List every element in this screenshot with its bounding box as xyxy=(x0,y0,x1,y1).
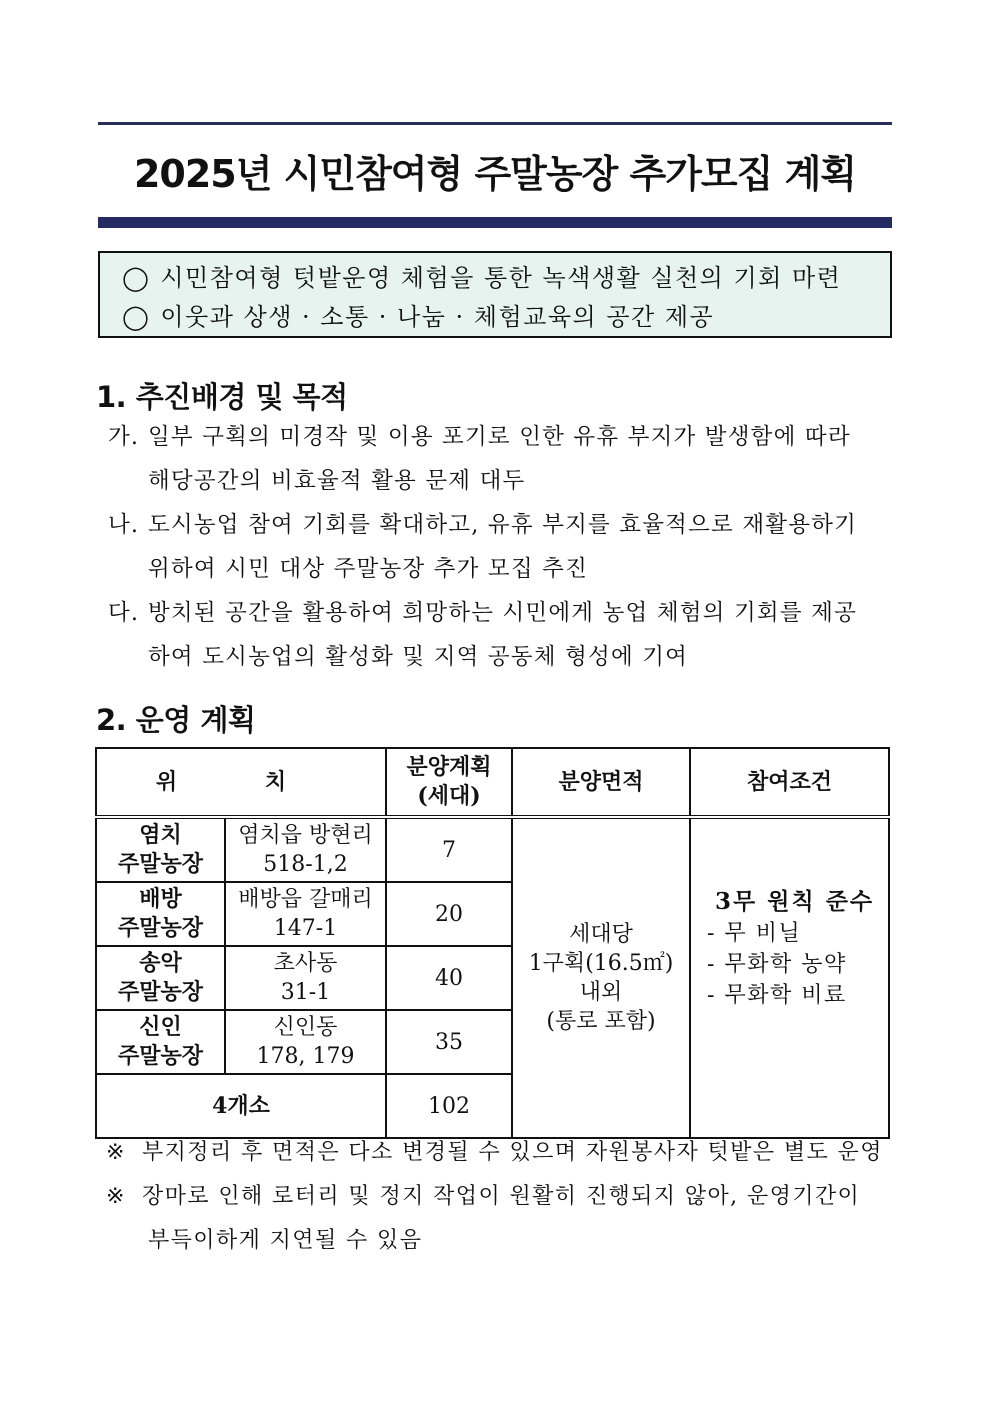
area-cell xyxy=(512,817,690,1138)
purpose-box xyxy=(98,251,892,338)
farm-name: 주말농장 xyxy=(117,1043,203,1069)
farm-name: 주말농장 xyxy=(117,915,203,941)
list-item xyxy=(108,591,898,635)
condition-item: - 무 비닐 xyxy=(707,921,802,946)
purpose-line-1 xyxy=(122,258,841,293)
farm-name: 송악 xyxy=(139,950,182,976)
address-cell xyxy=(225,946,386,1010)
header-text: 분양계획 xyxy=(406,754,492,780)
operation-plan-table xyxy=(95,747,890,1139)
farm-name: 주말농장 xyxy=(117,851,203,877)
header-condition: 참여조건 xyxy=(690,748,889,817)
farm-name: 배방 xyxy=(139,886,182,912)
condition-item: - 무화학 농약 xyxy=(707,952,847,977)
households-cell: 20 xyxy=(386,882,512,946)
address: 초사동 xyxy=(273,951,338,976)
area-text: (통로 포함) xyxy=(546,1009,656,1034)
area-text: 1구획(16.5㎡) xyxy=(528,951,674,976)
list-item-continuation: 해당공간의 비효율적 활용 문제 대두 xyxy=(148,468,526,494)
address: 178, 179 xyxy=(256,1044,355,1069)
note-text: 장마로 인해 로터리 및 정지 작업이 원활히 진행되지 않아, 운영기간이 xyxy=(142,1184,861,1209)
farm-name-cell xyxy=(96,882,225,946)
header-area: 분양면적 xyxy=(512,748,690,817)
address: 518-1,2 xyxy=(263,852,348,877)
area-text: 내외 xyxy=(579,980,623,1005)
address-cell xyxy=(225,817,386,882)
farm-name: 염치 xyxy=(139,822,182,848)
address: 배방읍 갈매리 xyxy=(238,887,373,912)
table-row xyxy=(96,817,889,882)
reference-mark-icon: ※ xyxy=(106,1184,126,1209)
farm-name-cell xyxy=(96,946,225,1010)
item-text: 도시농업 참여 기회를 확대하고, 유휴 부지를 효율적으로 재활용하기 xyxy=(148,512,857,538)
farm-name: 신인 xyxy=(139,1014,182,1040)
item-text: 일부 구획의 미경작 및 이용 포기로 인한 유휴 부지가 발생함에 따라 xyxy=(148,424,851,450)
section2-heading: 2. 운영 계획 xyxy=(96,703,256,737)
circle-bullet-icon: ◯ xyxy=(122,303,151,331)
list-item-continuation: 위하여 시민 대상 주말농장 추가 모집 추진 xyxy=(148,556,589,582)
total-label: 4개소 xyxy=(96,1074,386,1138)
list-item xyxy=(108,415,898,459)
address: 염치읍 방현리 xyxy=(238,823,373,848)
address-cell xyxy=(225,1010,386,1074)
purpose-text: 시민참여형 텃밭운영 체험을 통한 녹색생활 실천의 기회 마련 xyxy=(160,264,842,292)
reference-mark-icon: ※ xyxy=(106,1140,126,1165)
area-text: 세대당 xyxy=(569,922,633,947)
farm-name-cell xyxy=(96,1010,225,1074)
farm-name-cell xyxy=(96,817,225,882)
condition-item: - 무화학 비료 xyxy=(707,983,847,1008)
list-item xyxy=(108,503,898,547)
address: 147-1 xyxy=(273,916,338,941)
item-text: 방치된 공간을 활용하여 희망하는 시민에게 농업 체험의 기회를 제공 xyxy=(148,600,857,626)
address: 신인동 xyxy=(273,1015,338,1040)
circle-bullet-icon: ◯ xyxy=(122,264,151,292)
notes xyxy=(106,1131,906,1263)
header-location: 위 치 xyxy=(96,748,386,817)
households-cell: 7 xyxy=(386,817,512,882)
item-marker: 나. xyxy=(108,512,140,538)
address: 31-1 xyxy=(280,980,331,1005)
item-marker: 다. xyxy=(108,600,140,626)
item-marker: 가. xyxy=(108,424,140,450)
total-value: 102 xyxy=(386,1074,512,1138)
households-cell: 35 xyxy=(386,1010,512,1074)
table-header-row xyxy=(96,748,889,817)
purpose-line-2 xyxy=(122,297,714,332)
households-cell: 40 xyxy=(386,946,512,1010)
header-households xyxy=(386,748,512,817)
note-item xyxy=(106,1131,906,1175)
header-text: (세대) xyxy=(417,783,481,809)
note-text: 부지정리 후 면적은 다소 변경될 수 있으며 자원봉사자 텃밭은 별도 운영 xyxy=(142,1140,883,1165)
title-top-rule xyxy=(98,122,892,125)
list-item-continuation: 하여 도시농업의 활성화 및 지역 공동체 형성에 기여 xyxy=(148,644,689,670)
purpose-text: 이웃과 상생 · 소통 · 나눔 · 체험교육의 공간 제공 xyxy=(160,303,715,331)
document-title: 2025년 시민참여형 주말농장 추가모집 계획 xyxy=(133,152,856,196)
section1-body xyxy=(108,415,898,679)
condition-cell xyxy=(690,817,889,1138)
address-cell xyxy=(225,882,386,946)
note-continuation: 부득이하게 지연될 수 있음 xyxy=(148,1228,423,1253)
section1-heading: 1. 추진배경 및 목적 xyxy=(96,380,348,414)
farm-name: 주말농장 xyxy=(117,979,203,1005)
condition-title: 3무 원칙 준수 xyxy=(715,888,875,915)
note-item xyxy=(106,1175,906,1219)
title-bottom-rule xyxy=(98,217,892,228)
